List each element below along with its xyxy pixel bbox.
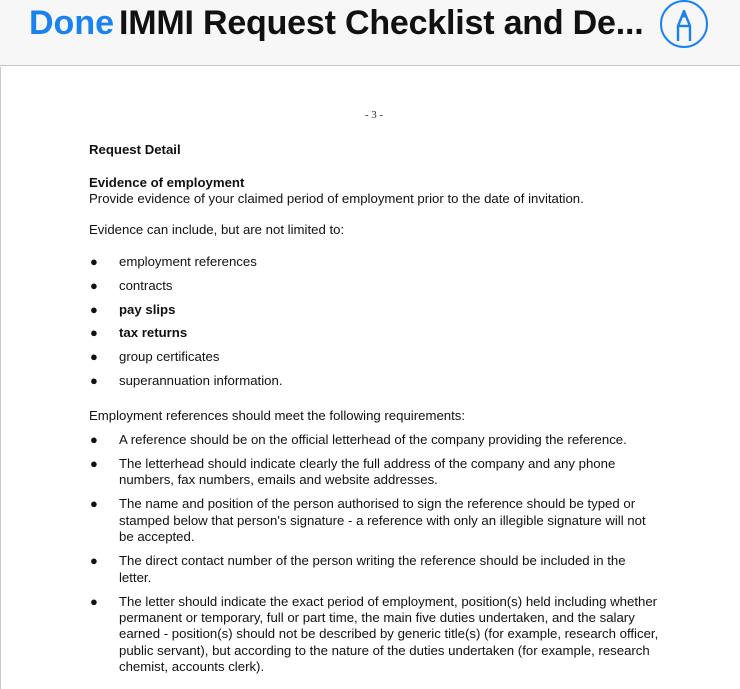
list-item: ● A reference should be on the official letterhead of the company providing the reference. [90,432,627,447]
document-title: IMMI Request Checklist and De... [119,4,644,42]
page-number: - 3 - [364,109,384,121]
list-item: ● pay slips [90,301,176,317]
list-item: ● The direct contact number of the person writing the reference should be included in the letter. [90,553,626,585]
bullet-icon: ● [90,496,98,512]
section-title: Request Detail [89,142,181,157]
requirements-list [89,432,659,683]
list-item: ● The letter should indicate the exact period of employment, position(s) held including whether permanent or temporary, full or part time, the main five duties undertaken, and the salary earned - position(s) should not be described by generic title(s) (for example, research officer, public servant), but according to the nature of the duties undertaken (for example, research chemist, accounts clerk). [90,593,659,675]
evidence-list [89,254,283,397]
markup-pen-icon [662,2,706,46]
list-item: ● superannuation information. [90,372,283,388]
bullet-icon: ● [90,553,98,569]
list-item: ● contracts [90,277,173,293]
bullet-icon: ● [90,372,98,388]
list-item: ● tax returns [90,325,188,341]
bullet-icon: ● [90,349,98,365]
navigation-bar [0,0,740,66]
document-page[interactable] [0,67,740,689]
bullet-icon: ● [90,432,98,447]
bullet-icon: ● [90,456,98,471]
list-item: ● employment references [90,254,257,269]
list-item: ● group certificates [90,349,220,365]
bullet-icon: ● [90,277,98,293]
evidence-lead: Evidence can include, but are not limited to: [89,222,345,237]
requirements-lead: Employment references should meet the following requirements: [89,408,466,423]
intro-paragraph: Provide evidence of your claimed period of employment prior to the date of invitation. [89,191,584,206]
bullet-icon: ● [90,325,98,341]
list-item: ● The name and position of the person authorised to sign the reference should be typed or stamped below that person's signature - a reference with only an illegible signature will not be accepted. [90,496,646,545]
subsection-title: Evidence of employment [89,175,245,190]
bullet-icon: ● [90,301,98,317]
bullet-icon: ● [90,254,98,269]
markup-button[interactable] [660,0,708,48]
done-button[interactable]: Done [29,4,114,42]
list-item: ● The letterhead should indicate clearly the full address of the company and any phone numbers, fax numbers, emails and website addresses. [90,456,616,488]
bullet-icon: ● [90,593,98,609]
